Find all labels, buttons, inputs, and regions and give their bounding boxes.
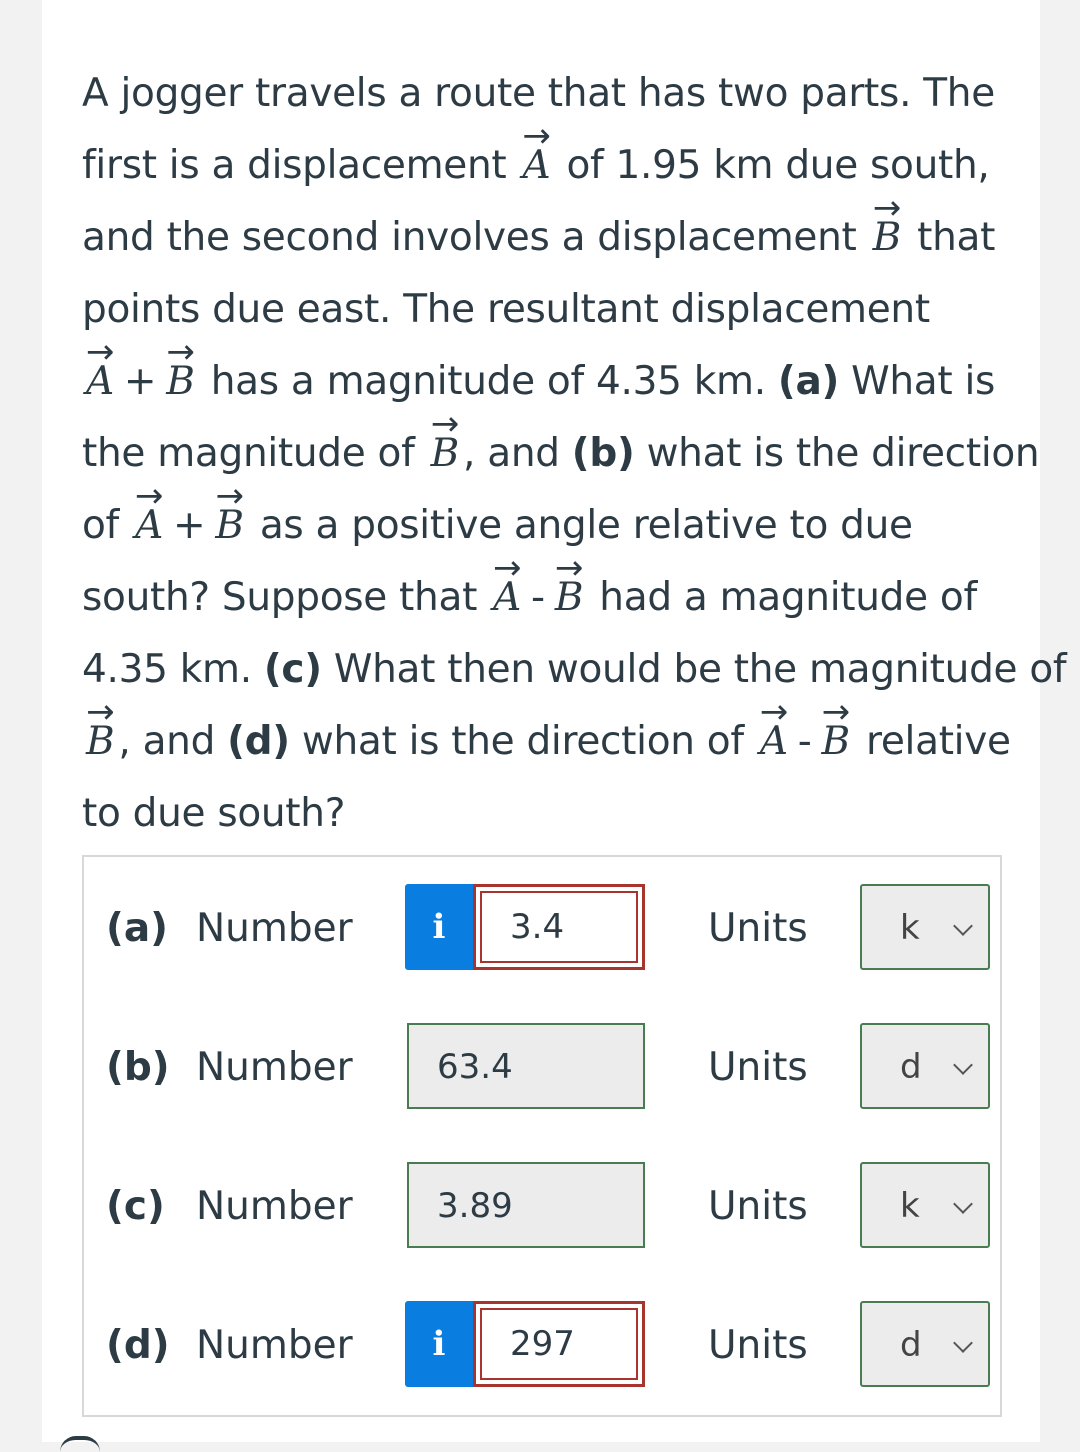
text: 4.35 km. (82, 647, 264, 692)
units-label: Units (708, 1045, 808, 1090)
units-select-d[interactable] (860, 1301, 990, 1387)
selected-unit: d (900, 1325, 922, 1365)
problem-line (82, 202, 1022, 274)
text: south? Suppose that (82, 575, 490, 620)
number-input-d[interactable] (473, 1301, 645, 1387)
vector-b: → B (211, 490, 247, 562)
part-d-tag: (d) (227, 719, 290, 764)
info-icon[interactable]: i (405, 1301, 473, 1387)
text: , and (463, 431, 572, 476)
answer-row-a (84, 884, 1000, 970)
plus-operator: + (123, 359, 157, 404)
problem-line (82, 634, 1067, 706)
number-label: Number (196, 1045, 353, 1090)
problem-line (82, 778, 1022, 850)
selected-unit: d (900, 1047, 922, 1087)
text: relative (853, 719, 1011, 764)
part-label: (a) (106, 906, 168, 951)
text: had a magnitude of (587, 575, 977, 620)
info-icon[interactable]: i (405, 884, 473, 970)
answer-row-b (84, 1023, 1000, 1109)
minus-operator: - (531, 575, 545, 620)
text: and the second involves a displacement (82, 215, 869, 260)
problem-line (82, 562, 1022, 634)
text: points due east. The resultant displacement (82, 287, 930, 332)
input-value: 297 (510, 1324, 575, 1364)
number-label: Number (196, 1184, 353, 1229)
text: that (904, 215, 996, 260)
selected-unit: k (900, 1186, 920, 1226)
vector-a: → A (82, 346, 118, 418)
text: What is (839, 359, 996, 404)
units-select-c[interactable] (860, 1162, 990, 1248)
text: , and (118, 719, 228, 764)
problem-line (82, 490, 1022, 562)
part-a-tag: (a) (777, 359, 839, 404)
answer-row-c (84, 1162, 1000, 1248)
part-label: (b) (106, 1045, 170, 1090)
problem-line (82, 274, 1022, 346)
minus-operator: - (797, 719, 812, 764)
vector-a: → A (131, 490, 167, 562)
text: the magnitude of (82, 431, 427, 476)
text: has a magnitude of 4.35 km. (198, 359, 778, 404)
problem-line (82, 346, 1022, 418)
vector-b: → B (551, 562, 587, 634)
selected-unit: k (900, 908, 920, 948)
problem-line (82, 58, 1022, 130)
units-select-b[interactable] (860, 1023, 990, 1109)
number-label: Number (196, 906, 353, 951)
chevron-down-icon (953, 1333, 973, 1353)
input-value: 3.4 (510, 907, 565, 947)
vector-b: → B (818, 706, 854, 778)
number-input-a[interactable] (473, 884, 645, 970)
text: to due south? (82, 791, 346, 836)
part-label: (c) (106, 1184, 165, 1229)
vector-a: → A (489, 562, 525, 634)
input-value: 3.89 (437, 1186, 513, 1226)
input-value: 63.4 (437, 1047, 513, 1087)
vector-a: → A (756, 706, 792, 778)
text: What then would be the magnitude of (321, 647, 1067, 692)
number-input-b[interactable] (407, 1023, 645, 1109)
part-c-tag: (c) (263, 647, 322, 692)
vector-b: → B (82, 706, 118, 778)
chevron-down-icon (953, 1194, 973, 1214)
units-label: Units (708, 1323, 808, 1368)
vector-a: → A (518, 130, 554, 202)
chevron-down-icon (953, 916, 973, 936)
vector-b: → B (427, 418, 463, 490)
answer-row-d (84, 1301, 1000, 1387)
part-b-tag: (b) (571, 431, 635, 476)
text: as a positive angle relative to due (247, 503, 913, 548)
units-select-a[interactable] (860, 884, 990, 970)
text: A jogger travels a route that has two parts. The (82, 71, 995, 116)
problem-line (82, 706, 1022, 778)
text: of 1.95 km due south, (554, 143, 990, 188)
part-label: (d) (106, 1323, 170, 1368)
text: what is the direction of (289, 719, 756, 764)
number-label: Number (196, 1323, 353, 1368)
chevron-down-icon (953, 1055, 973, 1075)
vector-b: → B (162, 346, 198, 418)
plus-operator: + (172, 503, 206, 548)
problem-text (82, 58, 1067, 850)
number-input-c[interactable] (407, 1162, 645, 1248)
text: first is a displacement (82, 143, 519, 188)
text: what is the direction (634, 431, 1040, 476)
units-label: Units (708, 1184, 808, 1229)
units-label: Units (708, 906, 808, 951)
answer-panel (82, 855, 1002, 1417)
text: of (82, 503, 132, 548)
vector-b: → B (869, 202, 905, 274)
